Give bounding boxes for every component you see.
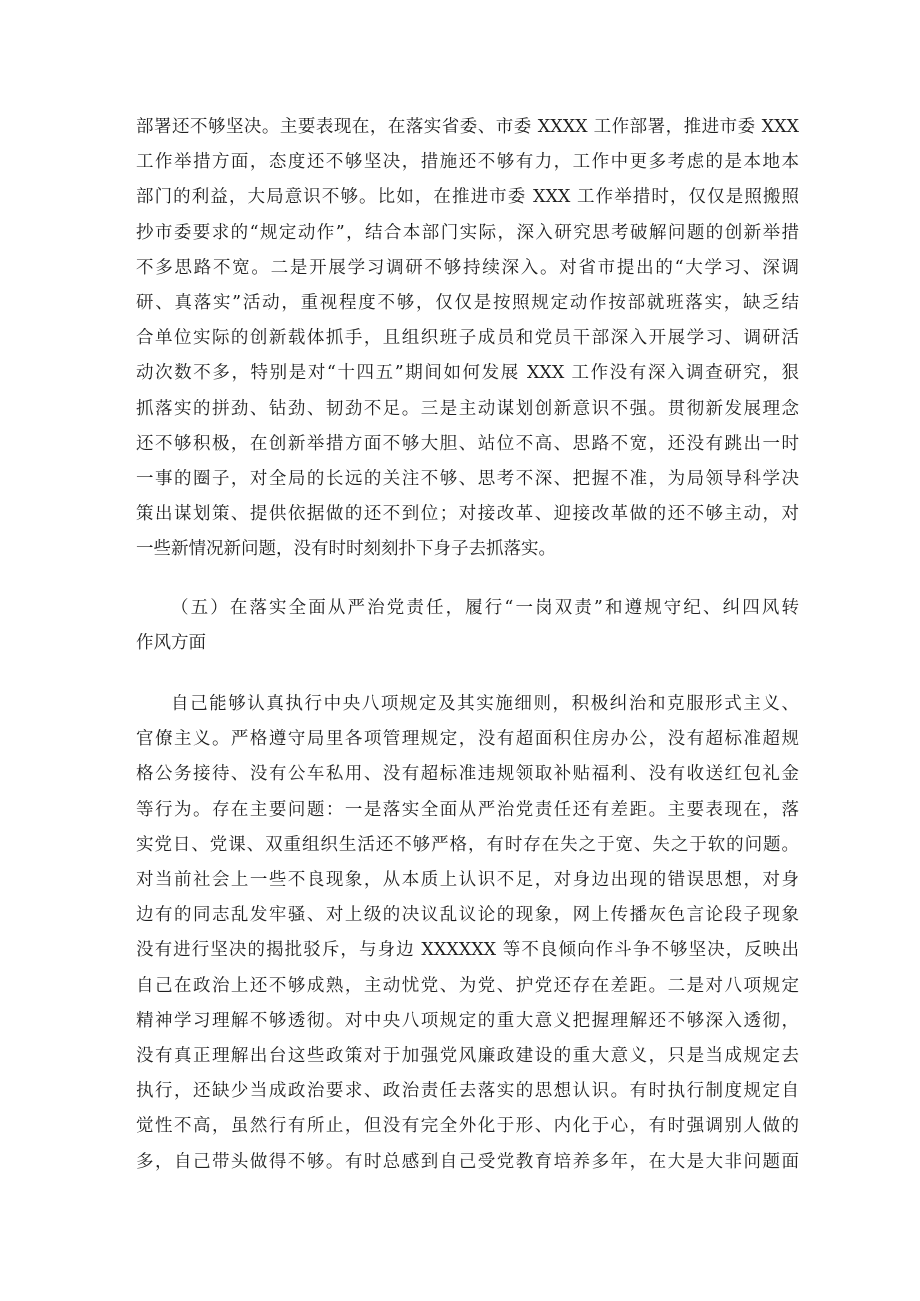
paragraph-line: 工作举措方面，态度还不够坚决，措施还不够有力，工作中更多考虑的是本地本 — [136, 152, 799, 173]
paragraph-line: 精神学习理解不够透彻。对中央八项规定的重大意义把握理解还不够深入透彻， — [136, 1010, 799, 1031]
section-heading-line: （五）在落实全面从严治党责任，履行“一岗双责”和遵规守纪、纠四风转 — [171, 598, 799, 618]
paragraph-line: 官僚主义。严格遵守局里各项管理规定，没有超面积住房办公，没有超标准超规 — [136, 729, 799, 750]
paragraph-line: 一些新情况新问题，没有时时刻刻扑下身子去抓落实。 — [136, 539, 556, 560]
paragraph-line: 还不够积极，在创新举措方面不够大胆、站位不高、思路不宽，还没有跳出一时 — [136, 433, 799, 454]
paragraph-line: 格公务接待、没有公车私用、没有超标准违规领取补贴福利、没有收送红包礼金 — [136, 764, 799, 785]
paragraph-line: 执行，还缺少当成政治要求、政治责任去落实的思想认识。有时执行制度规定自 — [136, 1081, 799, 1102]
paragraph-line: 合单位实际的创新载体抓手，且组织班子成员和党员干部深入开展学习、调研活 — [136, 328, 799, 349]
section-heading — [136, 591, 799, 661]
paragraph-line: 对当前社会上一些不良现象，从本质上认识不足，对身边出现的错误思想，对身 — [136, 870, 799, 891]
paragraph-line: 没有进行坚决的揭批驳斥，与身边 XXXXXX 等不良倾向作斗争不够坚决，反映出 — [136, 940, 799, 961]
paragraph-line: 多，自己带头做得不够。有时总感到自己受党教育培养多年，在大是大非问题面 — [136, 1151, 799, 1172]
paragraph-line: 抄市委要求的“规定动作”，结合本部门实际，深入研究思考破解问题的创新举措 — [136, 222, 799, 243]
paragraph-continued — [136, 110, 799, 568]
paragraph-line: 自己能够认真执行中央八项规定及其实施细则，积极纠治和克服形式主义、 — [171, 694, 799, 714]
paragraph-line: 动次数不多，特别是对“十四五”期间如何发展 XXX 工作没有深入调查研究，狠 — [136, 363, 799, 384]
paragraph-line: 抓落实的拼劲、钻劲、韧劲不足。三是主动谋划创新意识不强。贯彻新发展理念 — [136, 398, 799, 419]
paragraph-line: 研、真落实”活动，重视程度不够，仅仅是按照规定动作按部就班落实，缺乏结 — [136, 293, 799, 314]
paragraph-line: 部门的利益，大局意识不够。比如，在推进市委 XXX 工作举措时，仅仅是照搬照 — [136, 187, 799, 208]
paragraph-line: 觉性不高，虽然行有所止，但没有完全外化于形、内化于心，有时强调别人做的 — [136, 1116, 799, 1137]
paragraph-line: 实党日、党课、双重组织生活还不够严格，有时存在失之于宽、失之于软的问题。 — [136, 834, 799, 855]
paragraph-line: 不多思路不宽。二是开展学习调研不够持续深入。对省市提出的“大学习、深调 — [136, 257, 799, 278]
paragraph-line: 等行为。存在主要问题：一是落实全面从严治党责任还有差距。主要表现在，落 — [136, 799, 799, 820]
paragraph-line: 一事的圈子，对全局的长远的关注不够、思考不深、把握不准，为局领导科学决 — [136, 469, 799, 490]
paragraph-line: 策出谋划策、提供依据做的还不到位；对接改革、迎接改革做的还不够主动，对 — [136, 504, 799, 525]
paragraph-line: 自己在政治上还不够成熟，主动忧党、为党、护党还存在差距。二是对八项规定 — [136, 975, 799, 996]
paragraph-line: 部署还不够坚决。主要表现在，在落实省委、市委 XXXX 工作部署，推进市委 XXX — [136, 117, 799, 137]
section-heading-line: 作风方面 — [136, 633, 206, 654]
paragraph-main — [136, 687, 799, 1180]
paragraph-line: 边有的同志乱发牢骚、对上级的决议乱议论的现象，网上传播灰色言论段子现象 — [136, 905, 799, 926]
paragraph-line: 没有真正理解出台这些政策对于加强党风廉政建设的重大意义，只是当成规定去 — [136, 1046, 799, 1067]
